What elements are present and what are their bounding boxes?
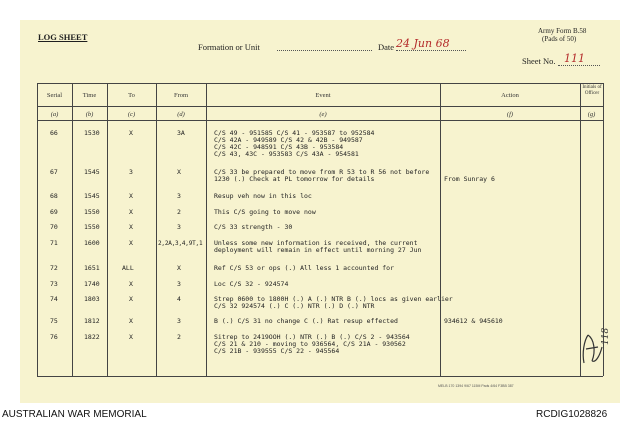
footer-record-id: RCDIG1028826: [536, 409, 608, 420]
cell-event-line: B (.) C/S 31 no change C (.) Rat resup effected: [214, 317, 398, 325]
cell-time: 1550: [84, 223, 100, 231]
column-sub-e: (e): [319, 111, 327, 118]
date-line: [396, 50, 466, 51]
column-divider: [440, 83, 441, 376]
column-divider: [107, 83, 108, 376]
column-header-time: Time: [82, 92, 97, 99]
print-code: MELB 170 1394 9/67 115M Pads 4/64 F3BB 387: [438, 384, 514, 388]
log-sheet-title: LOG SHEET: [38, 32, 88, 42]
sheet-no-line: [558, 65, 600, 66]
header-divider: [37, 106, 603, 107]
column-sub-a: (a): [50, 111, 59, 118]
cell-from: 2,2A,3,4,9T,1: [158, 240, 203, 247]
cell-time: 1600: [84, 239, 100, 247]
formation-line: [277, 50, 372, 51]
cell-from: 3: [177, 223, 181, 231]
cell-serial: 72: [50, 264, 58, 272]
cell-event-line: Strep 0600 to 1800H (.) A (.) NTR B (.) locs as given earlier: [214, 295, 453, 303]
cell-event-line: C/S 32 924574 (.) C (.) NTR (.) D (.) NTR: [214, 302, 375, 310]
cell-event-line: C/S 21B - 939555 C/S 22 - 945564: [214, 347, 340, 355]
footer-institution: AUSTRALIAN WAR MEMORIAL: [2, 409, 147, 420]
cell-event-line: Resup veh now in this loc: [214, 192, 312, 200]
cell-event-line: Unless some new information is received, the current: [214, 239, 418, 247]
cell-to: X: [129, 129, 133, 137]
column-header-event: Event: [315, 92, 331, 99]
cell-to: X: [129, 208, 133, 216]
cell-event-line: C/S 21 & 210 - moving to 936564, C/S 21A - 930562: [214, 340, 406, 348]
date-value: 24 Jun 68: [396, 37, 450, 50]
cell-from: 2: [177, 208, 181, 216]
cell-serial: 68: [50, 192, 58, 200]
column-sub-b: (b): [85, 111, 94, 118]
cell-event-line: Loc C/S 32 - 924574: [214, 280, 289, 288]
pads-label: (Pads of 50): [542, 35, 577, 43]
column-header-serial: Serial: [46, 92, 63, 99]
sheet-no-label: Sheet No.: [522, 56, 556, 66]
cell-time: 1545: [84, 168, 100, 176]
column-header-to: To: [128, 92, 135, 99]
cell-time: 1651: [84, 264, 100, 272]
column-sub-f: (f): [506, 111, 514, 118]
cell-action: 934612 & 945610: [444, 317, 503, 325]
subheader-divider: [37, 120, 603, 121]
cell-action: From Sunray 6: [444, 175, 495, 183]
cell-serial: 71: [50, 239, 58, 247]
cell-event-line: C/S 49 - 951585 C/S 41 - 953587 to 952584: [214, 129, 375, 137]
column-divider: [156, 83, 157, 376]
cell-time: 1545: [84, 192, 100, 200]
cell-from: 3: [177, 280, 181, 288]
cell-from: 3: [177, 317, 181, 325]
cell-from: 3: [177, 192, 181, 200]
cell-time: 1530: [84, 129, 100, 137]
cell-event-line: C/S 33 strength - 30: [214, 223, 293, 231]
cell-from: 4: [177, 295, 181, 303]
cell-serial: 70: [50, 223, 58, 231]
cell-serial: 73: [50, 280, 58, 288]
cell-from: X: [177, 264, 181, 272]
cell-event-line: C/S 43, 43C - 953583 C/S 43A - 954581: [214, 150, 359, 158]
cell-time: 1550: [84, 208, 100, 216]
cell-from: X: [177, 168, 181, 176]
cell-to: X: [129, 295, 133, 303]
cell-serial: 67: [50, 168, 58, 176]
cell-time: 1740: [84, 280, 100, 288]
cell-event-line: 1230 (.) Check at PL tomorrow for details: [214, 175, 375, 183]
cell-event-line: C/S 42A - 949589 C/S 42 & 42B - 949587: [214, 136, 363, 144]
column-divider: [206, 83, 207, 376]
cell-to: X: [129, 223, 133, 231]
cell-time: 1812: [84, 317, 100, 325]
column-sub-c: (c): [127, 111, 136, 118]
cell-serial: 66: [50, 129, 58, 137]
cell-to: ALL: [122, 264, 134, 272]
formation-label: Formation or Unit: [198, 42, 260, 52]
army-form-label: Army Form B.58: [538, 27, 587, 35]
cell-to: X: [129, 317, 133, 325]
date-label: Date: [378, 42, 395, 52]
cell-from: 2: [177, 333, 181, 341]
cell-serial: 74: [50, 295, 58, 303]
sheet-no-value: 111: [564, 52, 585, 65]
cell-serial: 75: [50, 317, 58, 325]
margin-note: 118: [601, 327, 611, 345]
cell-event-line: deployment will remain in effect until morning 27 Jun: [214, 246, 422, 254]
column-sub-g: (g): [587, 111, 596, 118]
cell-time: 1803: [84, 295, 100, 303]
cell-serial: 69: [50, 208, 58, 216]
cell-event-line: Sitrep to 2419OOH (.) NTR (.) B (.) C/S 2 - 943564: [214, 333, 410, 341]
cell-event-line: C/S 33 be prepared to move from R 53 to R 56 not before: [214, 168, 430, 176]
column-header-from: From: [173, 92, 189, 99]
cell-to: X: [129, 192, 133, 200]
cell-event-line: This C/S going to move now: [214, 208, 316, 216]
table-bottom-border: [37, 376, 603, 377]
column-divider: [37, 83, 38, 376]
table-top-border: [37, 83, 603, 84]
column-divider: [72, 83, 73, 376]
cell-to: X: [129, 333, 133, 341]
cell-to: X: [129, 280, 133, 288]
cell-time: 1822: [84, 333, 100, 341]
cell-event-line: C/S 42C - 948591 C/S 43B - 953584: [214, 143, 344, 151]
cell-event-line: Ref C/S 53 or ops (.) All less 1 accounted for: [214, 264, 395, 272]
cell-serial: 76: [50, 333, 58, 341]
cell-to: X: [129, 239, 133, 247]
column-header-action: Action: [501, 92, 519, 99]
cell-to: 3: [129, 168, 133, 176]
cell-from: 3A: [177, 129, 185, 137]
column-sub-d: (d): [177, 111, 185, 118]
column-header-initials: Initials of Officer: [582, 85, 602, 96]
